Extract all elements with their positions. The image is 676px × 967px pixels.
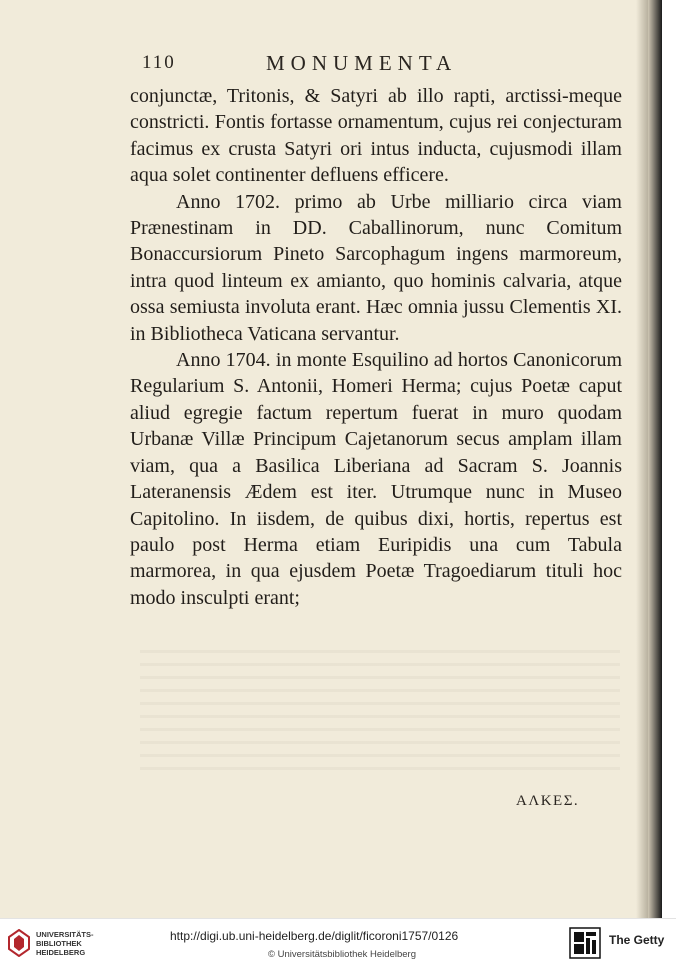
getty-logo-icon [569, 927, 601, 959]
library-logo-line: BIBLIOTHEK [36, 939, 82, 948]
catchword: ΑΛΚΕΣ. [516, 793, 580, 809]
show-through-text [140, 650, 620, 770]
library-logo-text [36, 930, 94, 957]
running-title: MONUMENTA [266, 51, 458, 75]
paragraph-2: Anno 1702. primo ab Urbe milliario circa viam Prænestinam in DD. Caballinorum, nunc Comitum Bonaccursiorum Pineto Sarcophagum ingens marmoreum, intra quod linteum ex amianto, quo hominis calvaria, atque ossa semiusta involuta erant. Hæc omnia jussu Clementis XI. in Bibliotheca Vaticana servantur. [130, 190, 622, 345]
body-text [130, 83, 622, 611]
paragraph-1: conjunctæ, Tritonis, & Satyri ab illo rapti, arctissi-meque constricti. Fontis fortasse ornamentum, cujus rei conjecturam facimus ex crusta Satyri ori intus inducta, cujusmodi illam aqua solet continenter defluens efficere. [130, 85, 622, 187]
page-edge-shadow [648, 0, 662, 918]
permalink[interactable]: http://digi.ub.uni-heidelberg.de/diglit/ficoroni1757/0126 [170, 929, 459, 943]
paragraph-3: Anno 1704. in monte Esquilino ad hortos Canonicorum Regularium S. Antonii, Homeri Herma; cujus Poetæ caput aliud egregie factum repertum fuerat in muro quodam Urbanæ Villæ Principum Cajetanorum secus amplam illam viam, qua a Basilica Liberiana ad Sacram S. Joannis Lateranensis Ædem est iter. Utrumque nunc in Museo Capitolino. In iisdem, de quibus dixi, hortis, repertus est paulo post Herma etiam Euripidis una cum Tabula marmorea, in qua ejusdem Poetæ Tragoediarum tituli hoc modo insculpti erant; [130, 349, 622, 609]
library-logo[interactable] [8, 927, 128, 961]
sponsor-name[interactable]: The Getty [609, 933, 665, 947]
page-gutter-shade [636, 0, 648, 918]
university-seal-icon [8, 929, 30, 957]
library-logo-line: UNIVERSITÄTS- [36, 930, 94, 939]
page-number: 110 [142, 52, 176, 73]
copyright-notice: © Universitätsbibliothek Heidelberg [268, 949, 416, 960]
library-logo-line: HEIDELBERG [36, 948, 86, 957]
page-header [142, 48, 482, 78]
viewer-footer [0, 918, 676, 967]
